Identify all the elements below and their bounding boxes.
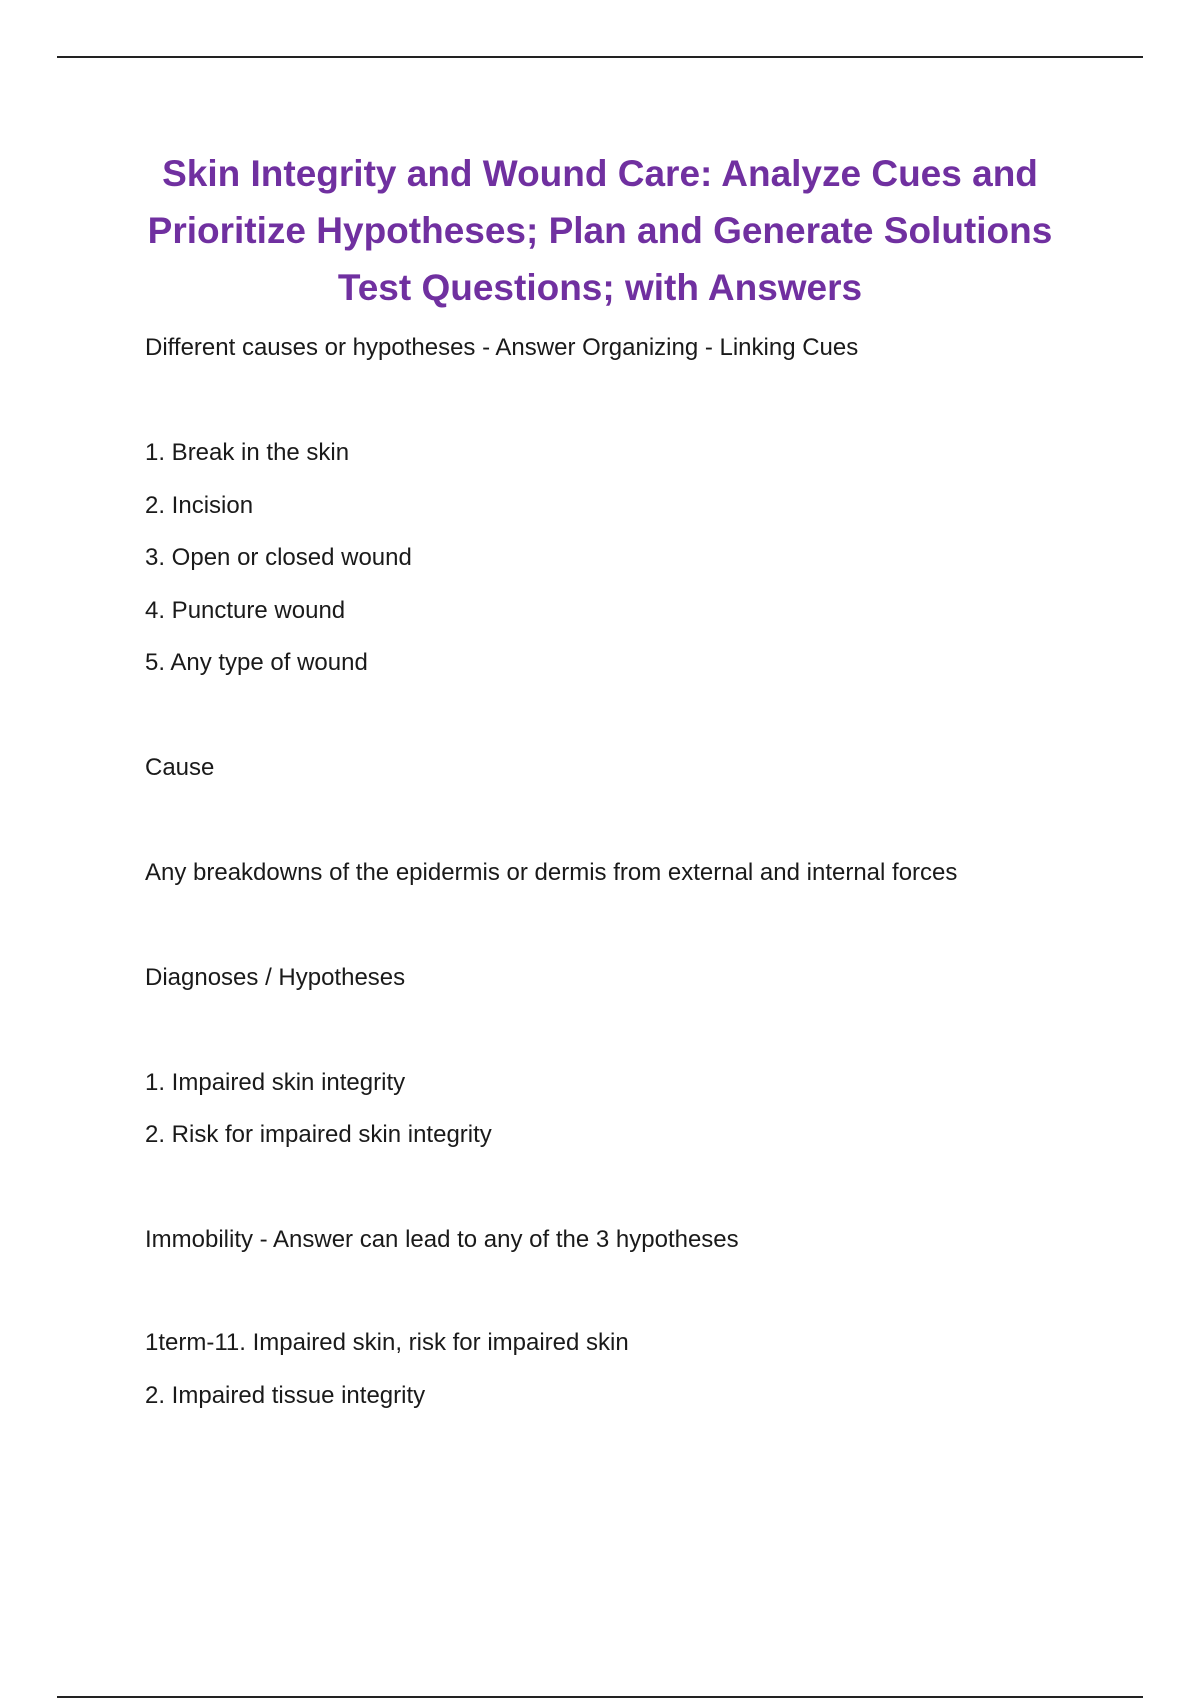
section-heading: Diagnoses / Hypotheses [145,964,406,991]
section-heading: Cause [145,754,215,781]
list-item: 1. Break in the skin [145,439,350,466]
document-title [100,145,1100,316]
title-line: Skin Integrity and Wound Care: Analyze Cues and [162,153,1038,194]
list-item: 2. Risk for impaired skin integrity [145,1121,492,1148]
list-item: 5. Any type of wound [145,649,368,676]
list-item: 2. Incision [145,492,254,519]
question-line: Immobility - Answer can lead to any of the 3 hypotheses [145,1226,739,1253]
list-item: 2. Impaired tissue integrity [145,1382,426,1409]
footer-rule [57,1696,1143,1698]
title-line: Prioritize Hypotheses; Plan and Generate Solutions [147,210,1053,251]
list-item: 4. Puncture wound [145,597,346,624]
list-item: 3. Open or closed wound [145,544,412,571]
list-item: 1. Impaired skin integrity [145,1069,406,1096]
list-item: 1term-11. Impaired skin, risk for impaired skin [145,1329,629,1356]
paragraph: Any breakdowns of the epidermis or dermis from external and internal forces [145,859,958,886]
title-line: Test Questions; with Answers [337,267,863,308]
header-rule [57,56,1143,58]
question-line: Different causes or hypotheses - Answer Organizing - Linking Cues [145,334,859,361]
